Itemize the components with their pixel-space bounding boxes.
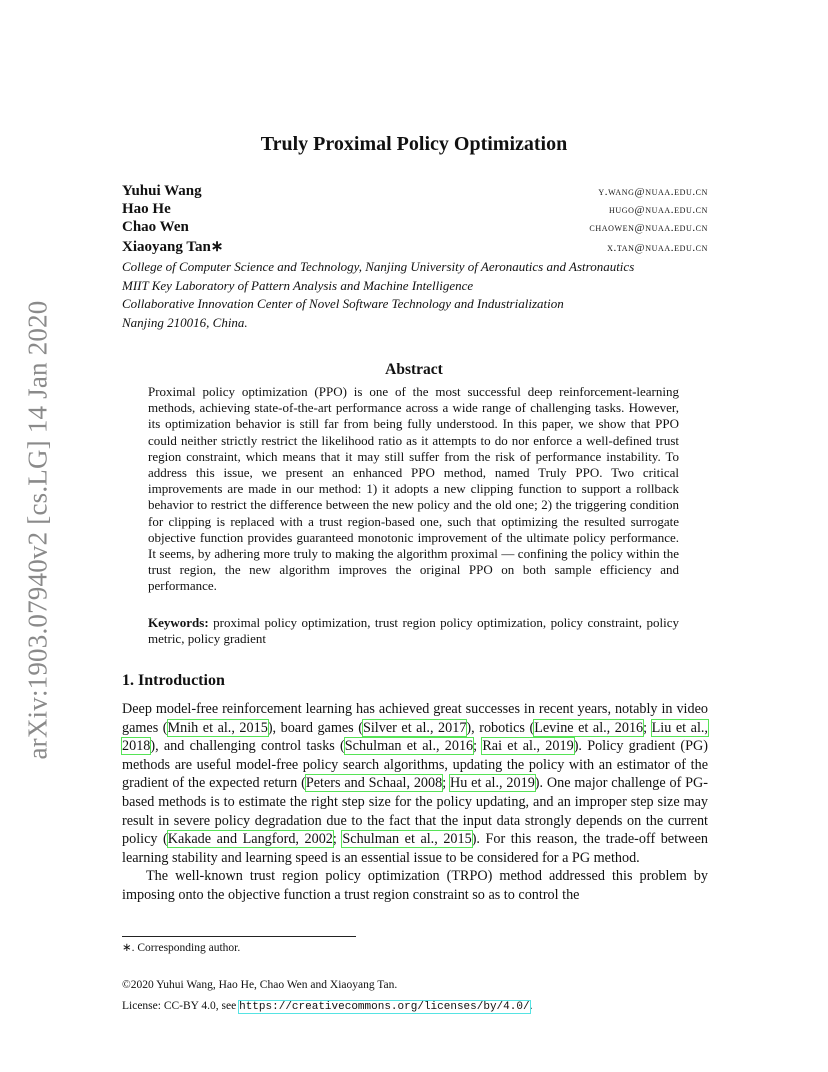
author-email[interactable]: x.tan@nuaa.edu.cn xyxy=(607,242,708,254)
intro-body xyxy=(122,700,708,905)
text-run: ; xyxy=(643,719,652,736)
text-run: ; xyxy=(473,738,483,755)
text-run: ). For this reason, the trade-off between learning stability and learning speed is an essential issue to be considered for a PG method. xyxy=(122,831,708,866)
citation-link[interactable]: Schulman et al., 2015 xyxy=(342,831,472,848)
keywords-text: proximal policy optimization, trust region policy optimization, policy constraint, policy metric, policy gradient xyxy=(148,615,679,647)
citation-link[interactable]: Peters and Schaal, 2008 xyxy=(305,775,443,792)
abstract-text: Proximal policy optimization (PPO) is one of the most successful deep reinforcement-learning methods, achieving state-of-the-art performance across a wide range of challenging tasks. However, its optimization behavior is still far from being fully understood. In this paper, we show that PPO could neither strictly restrict the likelihood ratio as it attempts to do nor enforce a well-defined trust region constraint, which means that it may still suffer from the risk of performance instability. To address this issue, we present an enhanced PPO method, named Truly PPO. Two critical improvements are made in our method: 1) it adopts a new clipping function to support a rollback behavior to restrict the difference between the new policy and the old one; 2) the triggering condition for clipping is replaced with a trust region-based one, such that optimizing the resulted surrogate objective function provides guaranteed monotonic improvement of the ultimate policy performance. It seems, by adhering more truly to making the algorithm proximal — confining the policy within the trust region, the new algorithm improves the original PPO on both sample efficiency and performance. xyxy=(148,384,679,594)
license-prefix: License: CC-BY 4.0, see xyxy=(122,1000,240,1012)
citation-link[interactable]: Mnih et al., 2015 xyxy=(167,719,268,736)
intro-paragraph-2: The well-known trust region policy optimization (TRPO) method addressed this problem by imposing onto the objective function a trust region constraint so as to control the xyxy=(122,868,708,903)
affiliations xyxy=(122,258,722,332)
text-run: ), and challenging control tasks ( xyxy=(150,738,345,755)
text-run: Deep model-free reinforcement learning has achieved great successes in recent years, notably in video games ( xyxy=(122,701,708,736)
text-run: ). Policy gradient (PG) methods are useful model-free policy search algorithms, updating the policy with an estimator of the gradient of the expected return ( xyxy=(122,738,708,792)
citation-link[interactable]: Liu et al., 2018 xyxy=(122,719,708,755)
affiliation: Nanjing 210016, China. xyxy=(122,314,248,330)
text-run: ), robotics ( xyxy=(466,719,535,736)
copyright-line: ©2020 Yuhui Wang, Hao He, Chao Wen and Xiaoyang Tan. xyxy=(122,979,398,991)
keywords xyxy=(148,615,679,647)
footnote: ∗. Corresponding author. xyxy=(122,942,241,954)
abstract-heading: Abstract xyxy=(385,361,443,378)
citation-link[interactable]: Kakade and Langford, 2002 xyxy=(167,831,333,848)
text-run: ). One major challenge of PG-based methods is to estimate the right step size for the policy updating, and an improper step size may result in severe policy degradation due to the fact that the input data strongly depends on the current policy ( xyxy=(122,775,708,848)
text-run: ; xyxy=(332,831,343,848)
citation-link[interactable]: Rai et al., 2019 xyxy=(482,738,574,755)
license-suffix: . xyxy=(529,1000,533,1012)
author-name: Xiaoyang Tan∗ xyxy=(122,239,224,255)
text-run: ), board games ( xyxy=(267,719,363,736)
author-row xyxy=(122,219,708,237)
author-name: Hao He xyxy=(122,201,171,217)
keywords-label: Keywords: xyxy=(148,615,209,630)
author-row xyxy=(122,237,708,255)
citation-link[interactable]: Hu et al., 2019 xyxy=(450,775,535,792)
abstract-body xyxy=(148,384,679,595)
citation-link[interactable]: Schulman et al., 2016 xyxy=(344,738,474,755)
citation-link[interactable]: Levine et al., 2016 xyxy=(534,719,644,736)
citation-link[interactable]: Silver et al., 2017 xyxy=(362,719,467,736)
affiliation: College of Computer Science and Technology, Nanjing University of Aeronautics and Astronautics xyxy=(122,259,635,274)
footnote-rule xyxy=(122,936,356,937)
author-row xyxy=(122,201,708,219)
paper-title: Truly Proximal Policy Optimization xyxy=(260,133,568,155)
author-list xyxy=(122,183,708,255)
author-email[interactable]: chaowen@nuaa.edu.cn xyxy=(589,222,708,234)
text-run: ; xyxy=(442,775,450,792)
affiliation: Collaborative Innovation Center of Novel Software Technology and Industrialization xyxy=(122,296,564,311)
arxiv-stamp-text: arXiv:1903.07940v2 [cs.LG] 14 Jan 2020 xyxy=(22,300,53,760)
section-heading: 1. Introduction xyxy=(122,672,225,689)
affiliation: MIIT Key Laboratory of Pattern Analysis and Machine Intelligence xyxy=(122,277,474,293)
license-line xyxy=(122,1000,532,1013)
intro-paragraph-1 xyxy=(122,700,708,867)
author-row xyxy=(122,183,708,201)
author-name: Yuhui Wang xyxy=(122,183,202,199)
license-link[interactable]: https://creativecommons.org/licenses/by/4.0/ xyxy=(239,1001,530,1013)
author-name: Chao Wen xyxy=(122,219,189,235)
author-email[interactable]: hugo@nuaa.edu.cn xyxy=(608,204,708,216)
author-email[interactable]: y.wang@nuaa.edu.cn xyxy=(598,186,708,198)
